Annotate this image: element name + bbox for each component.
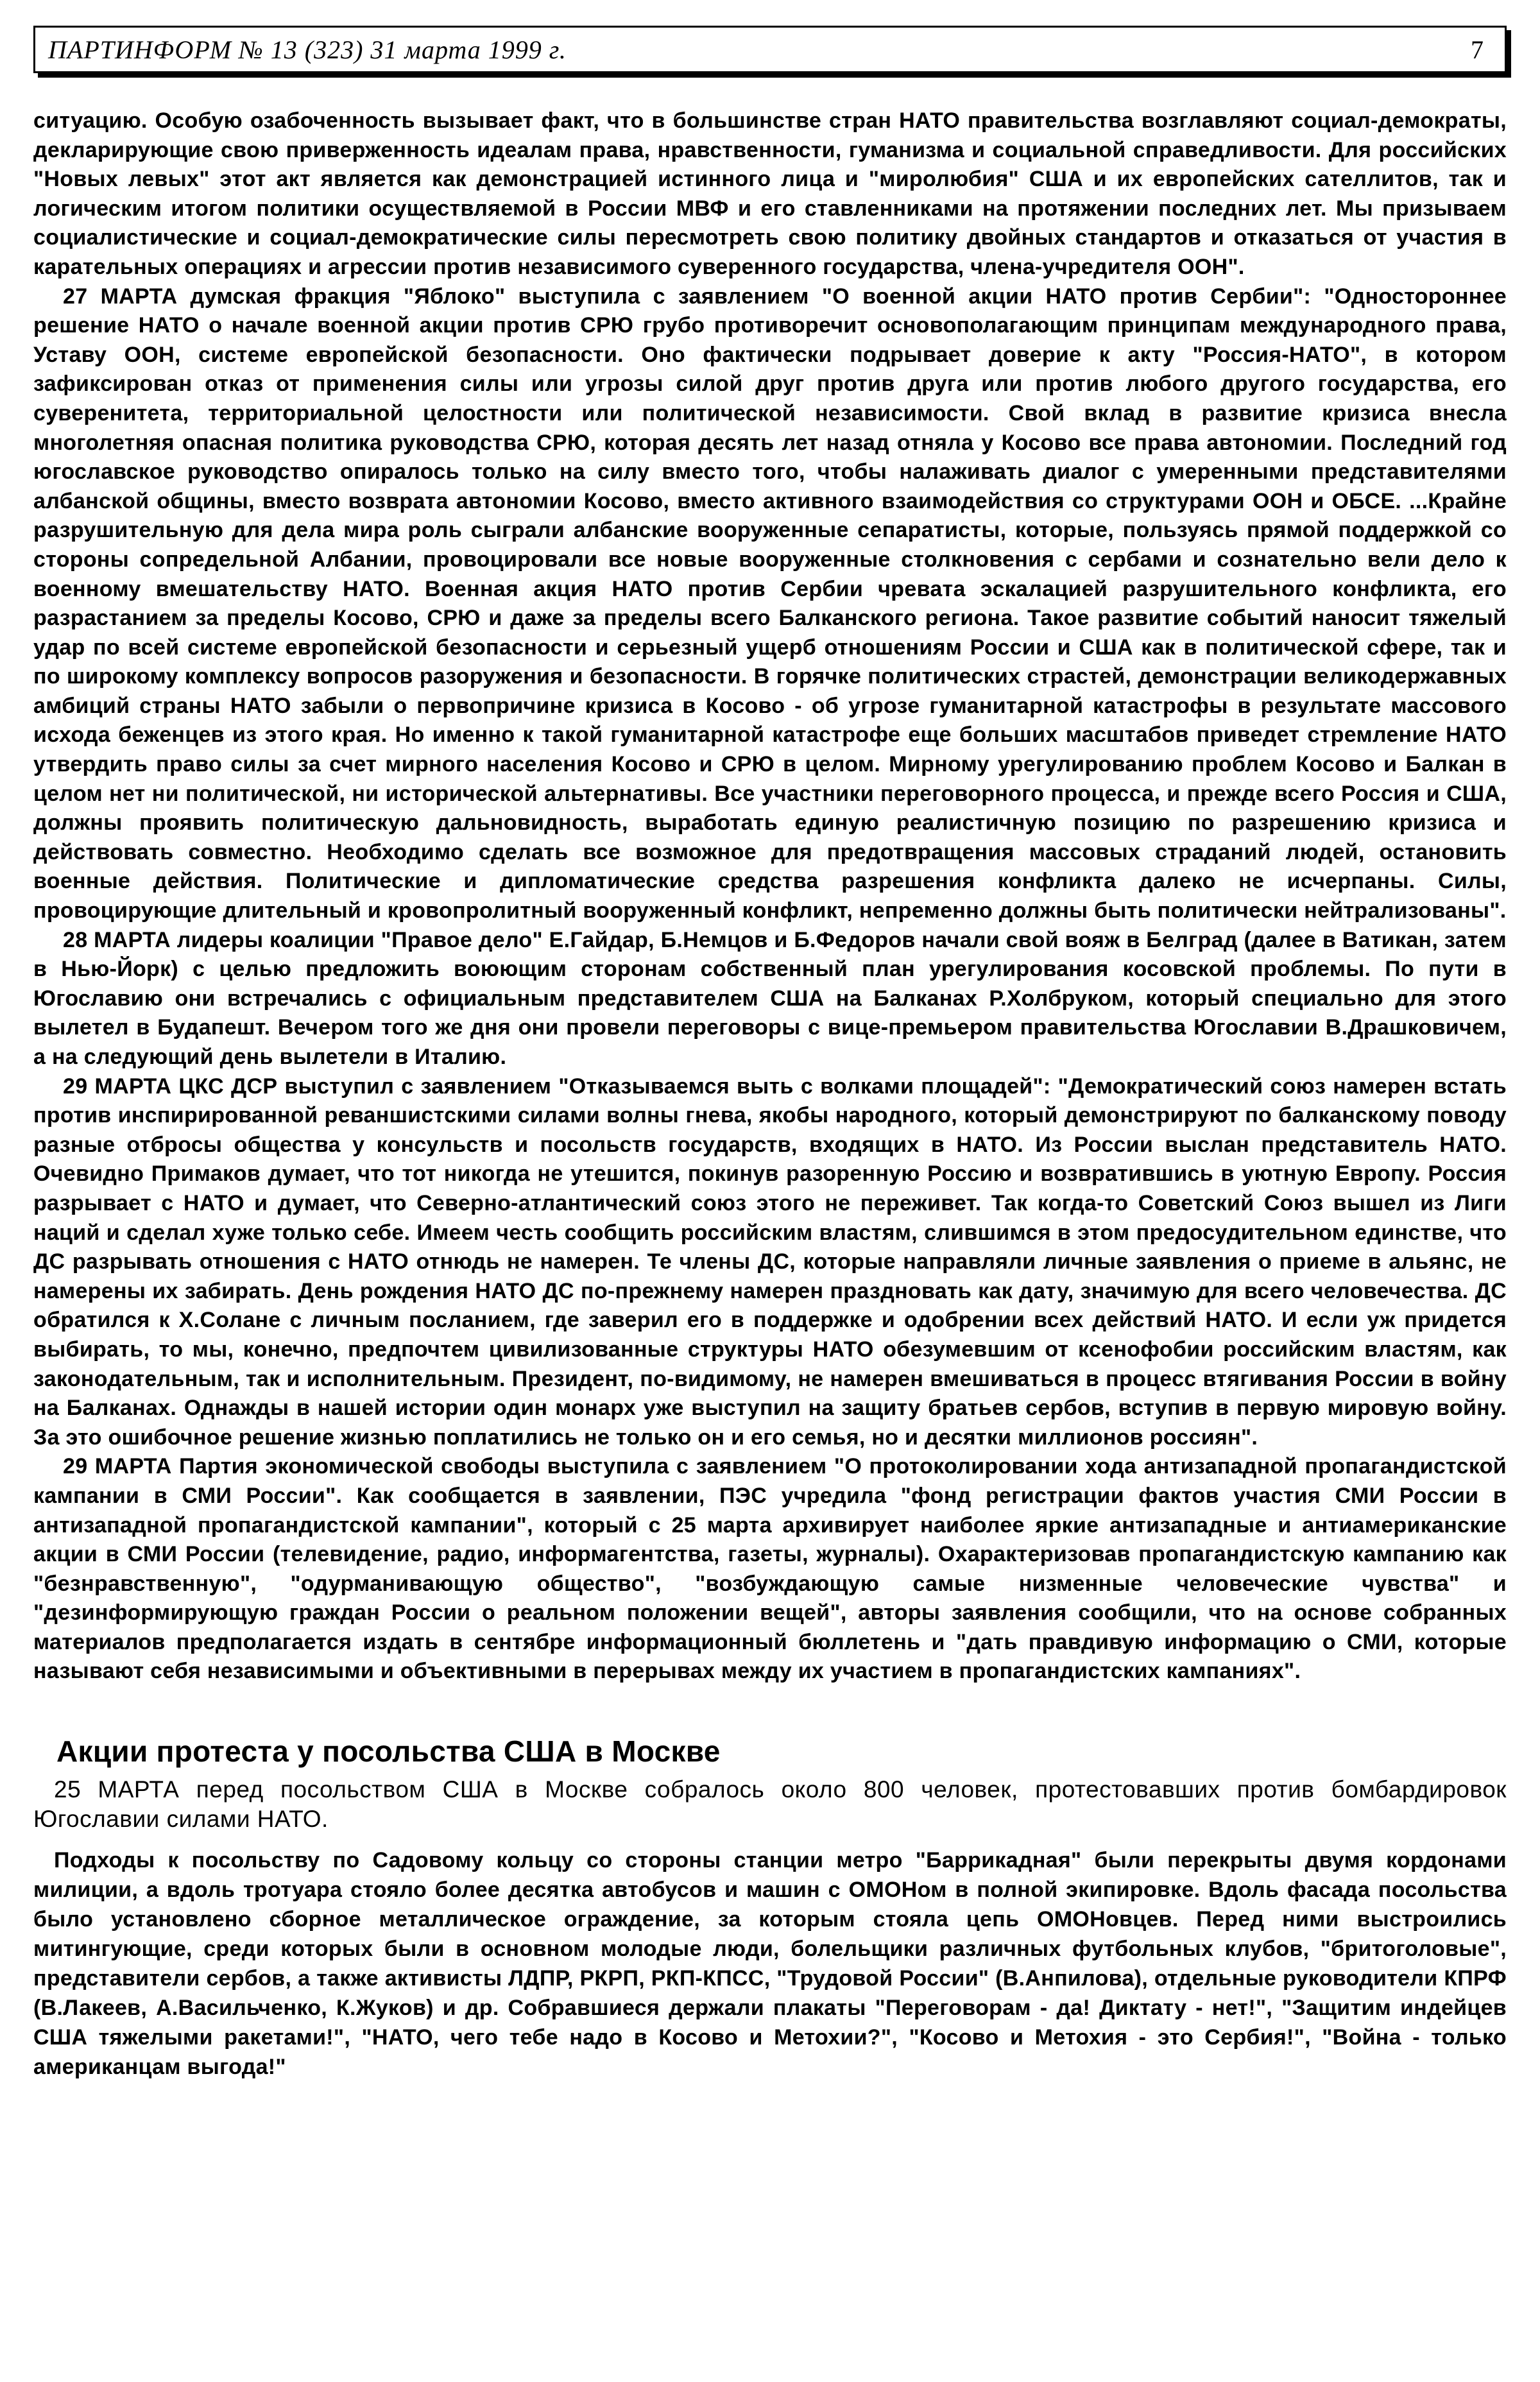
paragraph: 28 МАРТА лидеры коалиции "Правое дело" Е.Гайдар, Б.Немцов и Б.Федоров начали свой вояж в Белград (далее в Ватикан, затем в Нью-Йорк) с целью предложить воюющим сторонам собственный план урегулирования косовской проблемы. По пути в Югославию они встречались с официальным представителем США на Балканах Р.Холбруком, который специально для этого вылетел в Будапешт. Вечером того же дня они провели переговоры с вице-премьером правительства Югославии В.Драшковичем, а на следующий день вылетели в Италию. (33, 927, 1507, 1069)
publication-title: ПАРТИНФОРМ № 13 (323) 31 марта 1999 г. (48, 35, 567, 64)
page-header (33, 26, 1507, 73)
page-number: 7 (1471, 35, 1484, 64)
paragraph: ситуацию. Особую озабоченность вызывает факт, что в большинстве стран НАТО правительства возглавляют социал-демократы, декларирующие свою приверженность идеалам права, нравственности, гуманизма и социальной справедливости. Для российских "Новых левых" этот акт является как демонстрацией истинного лица и "миролюбия" США и их европейских сателлитов, так и логическим итогом политики осуществляемой в России МВФ и его ставленниками на протяжении последних лет. Мы призываем социалистические и социал-демократические силы пересмотреть свою политику двойных стандартов и отказаться от участия в карательных операциях и агрессии против независимого суверенного государства, члена-учредителя ООН". (33, 108, 1507, 279)
section-lead: 25 МАРТА перед посольством США в Москве собралось около 800 человек, протестовавших против бомбардировок Югославии силами НАТО. (33, 1776, 1507, 1833)
paragraph: Подходы к посольству по Садовому кольцу со стороны станции метро "Баррикадная" были перекрыты двумя кордонами милиции, а вдоль тротуара стояло более десятка автобусов и машин с ОМОНом в полной экипировке. Вдоль фасада посольства было установлено сборное металлическое ограждение, за которым стояла цепь ОМОНовцев. Перед ними выстроились митингующие, среди которых были в основном молодые люди, болельщики различных футбольных клубов, "бритоголовые", представители сербов, а также активисты ЛДПР, РКРП, РКП-КПСС, "Трудовой России" (В.Анпилова), отдельные руководители КПРФ (В.Лакеев, А.Васильченко, К.Жуков) и др. Собравшиеся держали плакаты "Переговорам - да! Диктату - нет!", "Защитим индейцев США тяжелыми ракетами!", "НАТО, чего тебе надо в Косово и Метохии?", "Косово и Метохия - это Сербия!", "Война - только американцам выгода!" (33, 1848, 1507, 2080)
section-body (33, 1846, 1507, 2082)
paragraph: 29 МАРТА Партия экономической свободы выступила с заявлением "О протоколировании хода антизападной пропагандистской кампании в СМИ России". Как сообщается в заявлении, ПЭС учредила "фонд регистрации фактов участия СМИ России в антизападной пропагандистской кампании", который с 25 марта архивирует наиболее яркие антизападные и антиамериканские акции в СМИ России (телевидение, радио, информагентства, газеты, журналы). Охарактеризовав пропагандистскую кампанию как "безнравственную", "одурманивающую общество", "возбуждающую самые низменные человеческие чувства" и "дезинформирующую граждан России о реальном положении вещей", авторы заявления сообщили, что на основе собранных материалов предполагается издать в сентябре информационный бюллетень и "дать правдивую информацию о СМИ, которые называют себя независимыми и объективными в перерывах между их участием в пропагандистских кампаниях". (33, 1454, 1507, 1684)
paragraph: 29 МАРТА ЦКС ДСР выступил с заявлением "Отказываемся выть с волками площадей": "Демократический союз намерен встать против инспирированной реваншистскими силами волны гнева, якобы народного, который демонстрируют по балканскому поводу разные отбросы общества у консульств и посольств государств, входящих в НАТО. Из России выслан представитель НАТО. Очевидно Примаков думает, что тот никогда не утешится, покинув разоренную Россию и возвратившись в уютную Европу. Россия разрывает с НАТО и думает, что Северно-атлантический союз этого не переживет. Так когда-то Советский Союз вышел из Лиги наций и сделал хуже только себе. Имеем честь сообщить российским властям, слившимся в этом предосудительном единстве, что ДС разрывать отношения с НАТО отнюдь не намерен. Те члены ДС, которые направляли личные заявления о приеме в альянс, не намерены их забирать. День рождения НАТО ДС по-прежнему намерен праздновать как дату, значимую для всего человечества. ДС обратился к Х.Солане с личным посланием, где заверил его в поддержке и одобрении всех действий НАТО. И если уж придется выбирать, то мы, конечно, предпочтем цивилизованные структуры НАТО обезумевшим от ксенофобии российским властям, как законодательным, так и исполнительным. Президент, по-видимому, не намерен вмешиваться в процесс втягивания России в войну на Балканах. Однажды в нашей истории один монарх уже выступил на защиту братьев сербов, вступив в первую мировую войну. За это ошибочное решение жизнью поплатились не только он и его семья, но и десятки миллионов россиян". (33, 1074, 1507, 1450)
paragraph: 27 МАРТА думская фракция "Яблоко" выступила с заявлением "О военной акции НАТО против Сербии": "Одностороннее решение НАТО о начале военной акции против СРЮ грубо противоречит основополагающим принципам международного права, Уставу ООН, системе европейской безопасности. Оно фактически подрывает доверие к акту "Россия-НАТО", в котором зафиксирован отказ от применения силы или угрозы силой друг против друга или против любого другого государства, его суверенитета, территориальной целостности или политической независимости. Свой вклад в развитие кризиса внесла многолетняя опасная политика руководства СРЮ, которая десять лет назад отняла у Косово все права автономии. Последний год югославское руководство опиралось только на силу вместо того, чтобы налаживать диалог с умеренными представителями албанской общины, вместо возврата автономии Косово, вместо активного взаимодействия со структурами ООН и ОБСЕ. ...Крайне разрушительную для дела мира роль сыграли албанские вооруженные сепаратисты, которые, пользуясь прямой поддержкой со стороны сопредельной Албании, провоцировали все новые вооруженные столкновения с сербами и сознательно вели дело к военному вмешательству НАТО. Военная акция НАТО против Сербии чревата эскалацией разрушительного конфликта, его разрастанием за пределы Косово, СРЮ и даже за пределы всего Балканского региона. Такое развитие событий наносит тяжелый удар по всей системе европейской безопасности и серьезный ущерб отношениям России и США как в политической сфере, так и по широкому комплексу вопросов разоружения и безопасности. В горячке политических страстей, демонстрации великодержавных амбиций страны НАТО забыли о первопричине кризиса в Косово - об угрозе гуманитарной катастрофы в результате массового исхода беженцев из этого края. Но именно к такой гуманитарной катастрофе еще больших масштабов приведет стремление НАТО утвердить право силы за счет мирного населения Косово и СРЮ в целом. Мирному урегулированию проблем Косово и Балкан в целом нет ни политической, ни исторической альтернативы. Все участники переговорного процесса, и прежде всего Россия и США, должны проявить политическую дальновидность, выработать единую реалистичную позицию по разрешению кризиса и действовать совместно. Необходимо сделать все возможное для предотвращения массовых страданий людей, остановить военные действия. Политические и дипломатические средства разрешения конфликта далеко не исчерпаны. Силы, провоцирующие длительный и кровопролитный вооруженный конфликт, непременно должны быть политически нейтрализованы". (33, 284, 1507, 923)
section-heading: Акции протеста у посольства США в Москве (56, 1735, 721, 1769)
article-body (33, 107, 1507, 1686)
